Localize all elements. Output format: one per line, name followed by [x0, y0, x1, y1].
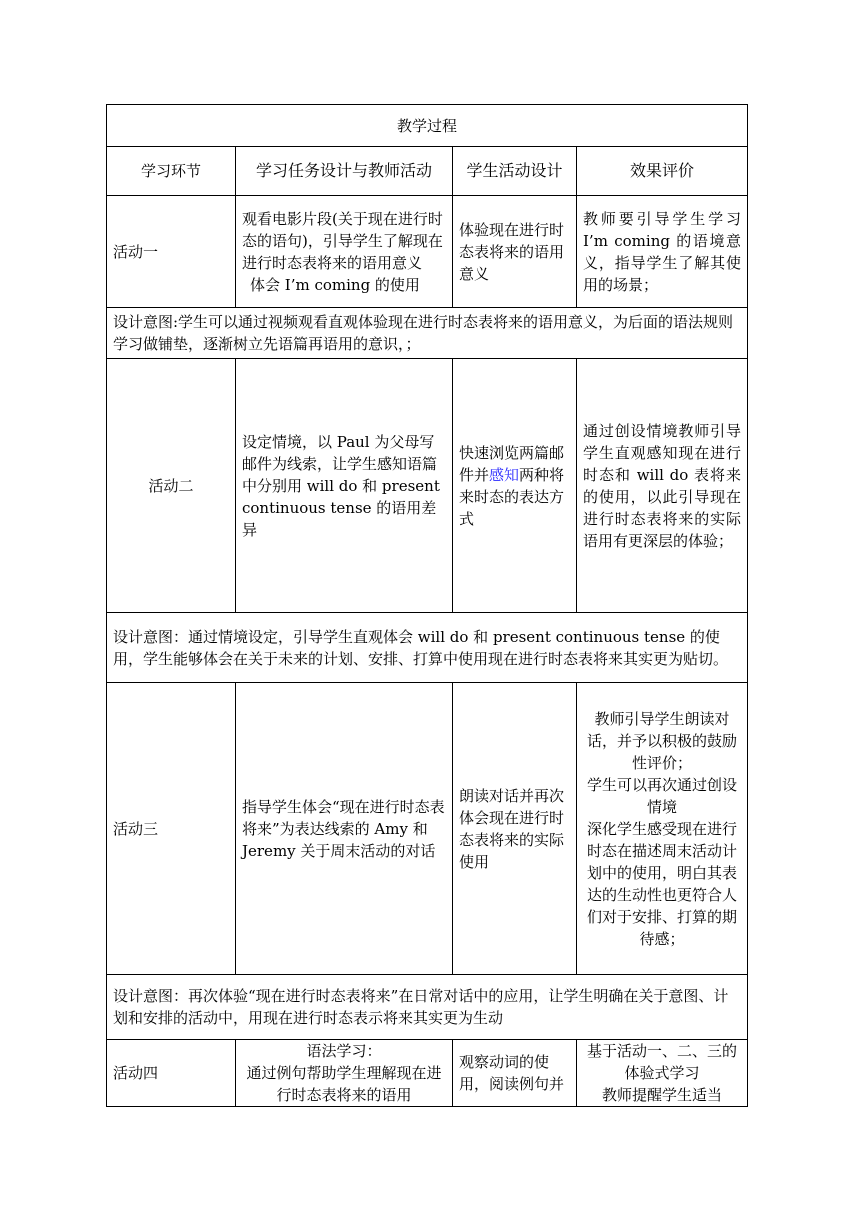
activity-1-row [107, 196, 748, 308]
activity-2-eval: 通过创设情境教师引导学生直观感知现在进行时态和 will do 表将来的使用，以此引导现在进行时态表将来的实际语用有更深层的体验； [577, 359, 748, 613]
activity-2-student-post: 两种将来时态的表达方式 [459, 465, 565, 528]
intent-2: 设计意图：通过情境设定，引导学生直观体会 will do 和 present continuous tense 的使用，学生能够体会在关于未来的计划、安排、打算中使用现在进行时态表将来其实更为贴切。 [107, 613, 748, 683]
intent-1: 设计意图:学生可以通过视频观看直观体验现在进行时态表将来的语用意义，为后面的语法规则学习做铺垫，逐渐树立先语篇再语用的意识，； [107, 308, 748, 359]
header-task: 学习任务设计与教师活动 [236, 147, 453, 196]
activity-2-student-pre: 快速浏览两篇邮件并 [459, 443, 565, 484]
activity-3-task: 指导学生体会“现在进行时态表将来”为表达线索的 Amy 和 Jeremy 关于周末活动的对话 [236, 683, 453, 975]
activity-1-task-line2: 体会 I’m coming 的使用 [250, 275, 420, 294]
activity-3-eval-3: 深化学生感受现在进行时态在描述周末活动计划中的使用，明白其表达的生动性也更符合人们对于安排、打算的期待感； [587, 819, 738, 948]
intent-3-row [107, 975, 748, 1040]
header-row [107, 147, 748, 196]
activity-4-task [236, 1040, 453, 1107]
activity-2-row [107, 359, 748, 613]
activity-3-eval [577, 683, 748, 975]
activity-2-student-highlight: 感知 [489, 465, 520, 484]
activity-4-task-2: 通过例句帮助学生理解现在进行时态表将来的语用 [246, 1064, 442, 1104]
activity-3-eval-1: 教师引导学生朗读对话，并予以积极的鼓励性评价； [587, 709, 738, 772]
table-title: 教学过程 [107, 105, 748, 147]
activity-2-task: 设定情境，以 Paul 为父母写邮件为线索，让学生感知语篇中分别用 will do 和 present continuous tense 的语用差异 [236, 359, 453, 613]
activity-4-eval-2: 教师提醒学生适当 [602, 1086, 723, 1104]
header-eval: 效果评价 [577, 147, 748, 196]
table-title-row [107, 105, 748, 147]
teaching-process-table [106, 104, 748, 1107]
activity-1-student: 体验现在进行时态表将来的语用意义 [453, 196, 577, 308]
activity-1-task-line1: 观看电影片段(关于现在进行时态的语句)，引导学生了解现在进行时态表将来的语用意义 [242, 209, 443, 272]
activity-3-name: 活动三 [107, 683, 236, 975]
activity-3-student: 朗读对话并再次体会现在进行时态表将来的实际使用 [453, 683, 577, 975]
activity-1-task [236, 196, 453, 308]
activity-3-eval-2: 学生可以再次通过创设情境 [587, 775, 738, 816]
header-stage: 学习环节 [107, 147, 236, 196]
intent-1-row [107, 308, 748, 359]
activity-4-task-1: 语法学习： [306, 1042, 382, 1060]
activity-4-eval [577, 1040, 748, 1107]
header-student: 学生活动设计 [453, 147, 577, 196]
activity-2-name: 活动二 [107, 359, 236, 613]
activity-2-student [453, 359, 577, 613]
activity-4-eval-1: 基于活动一、二、三的体验式学习 [587, 1042, 738, 1082]
activity-4-name: 活动四 [107, 1040, 236, 1107]
intent-2-row [107, 613, 748, 683]
activity-4-student: 观察动词的使用，阅读例句并 [453, 1040, 577, 1107]
activity-4-row [107, 1040, 748, 1107]
intent-3: 设计意图：再次体验“现在进行时态表将来”在日常对话中的应用，让学生明确在关于意图、计划和安排的活动中，用现在进行时态表示将来其实更为生动 [107, 975, 748, 1040]
activity-1-name: 活动一 [107, 196, 236, 308]
activity-1-eval: 教师要引导学生学习 I’m coming 的语境意义，指导学生了解其使用的场景； [577, 196, 748, 308]
activity-3-row [107, 683, 748, 975]
